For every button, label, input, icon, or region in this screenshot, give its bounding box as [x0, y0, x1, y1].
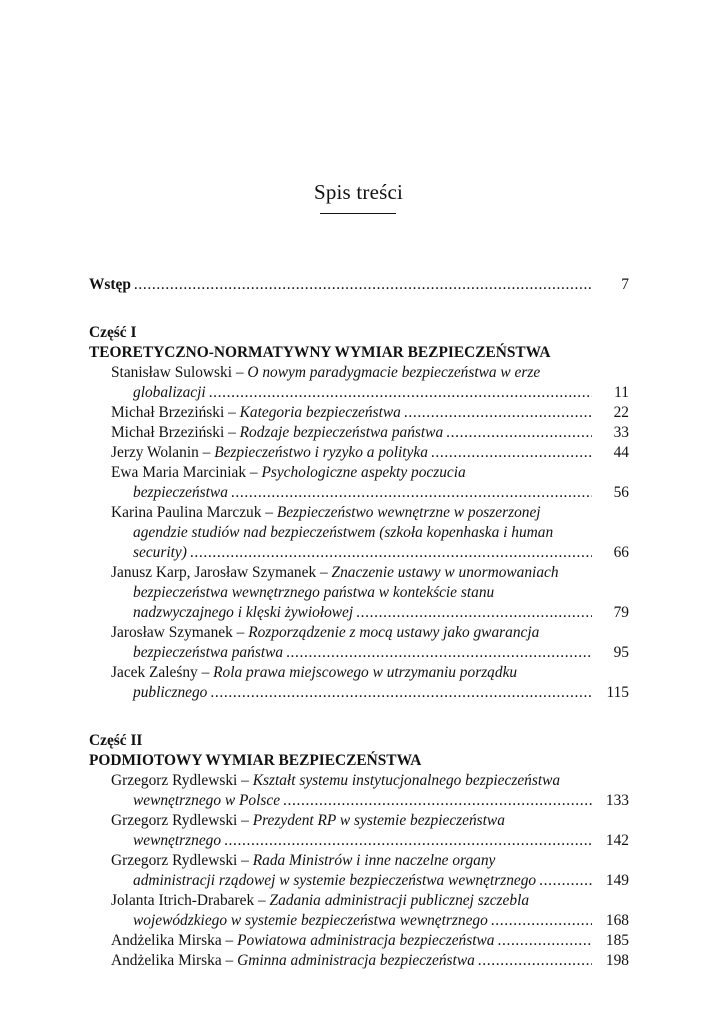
leader-dots	[210, 683, 592, 703]
toc-entry-line[interactable]	[89, 811, 629, 831]
toc-entry-author: Stanisław Sulowski –	[111, 364, 248, 381]
toc-entry-line[interactable]	[89, 643, 629, 663]
leader-dots	[231, 483, 592, 503]
toc-entry-line[interactable]	[89, 663, 629, 683]
part-label: Część II	[89, 732, 143, 749]
toc-entry-page: 115	[606, 684, 629, 701]
toc-entry-author: Jerzy Wolanin –	[111, 444, 215, 461]
toc-entry-author: Janusz Karp, Jarosław Szymanek –	[111, 564, 332, 581]
toc-entry-title: bezpieczeństwa państwa	[133, 644, 284, 661]
table-of-contents	[89, 275, 629, 971]
toc-entry-page: 133	[605, 792, 629, 809]
toc-entry-title: Powiatowa administracja bezpieczeństwa	[237, 932, 495, 949]
toc-entry-title: Psychologiczne aspekty poczucia	[261, 464, 466, 481]
toc-entry-line[interactable]	[89, 911, 629, 931]
toc-entry[interactable]	[89, 931, 629, 951]
title-underline	[320, 213, 396, 214]
toc-entry-line[interactable]	[89, 771, 629, 791]
toc-entry-author: Andżelika Mirska –	[111, 932, 238, 949]
toc-entry[interactable]	[89, 403, 629, 423]
toc-entry-title: bezpieczeństwa	[133, 484, 228, 501]
leader-dots	[478, 951, 592, 971]
toc-entry-title: administracji rządowej w systemie bezpieczeństwa wewnętrznego	[133, 872, 537, 889]
toc-entry-author: Ewa Maria Marciniak –	[111, 464, 262, 481]
toc-entry-author: Andżelika Mirska –	[111, 952, 238, 969]
toc-entry-line[interactable]: bezpieczeństwa wewnętrznego państwa w kontekście stanu	[133, 584, 495, 601]
toc-entry-title: O nowym paradygmacie bezpieczeństwa w erze	[247, 364, 541, 381]
toc-entry-line[interactable]: agendzie studiów nad bezpieczeństwem (szkoła kopenhaska i human	[133, 524, 554, 541]
toc-entry-title: Znaczenie ustawy w unormowaniach	[331, 564, 559, 581]
toc-entry-line[interactable]	[89, 891, 629, 911]
leader-dots	[134, 275, 592, 295]
toc-entry-line[interactable]	[89, 871, 629, 891]
toc-entry-page: 95	[613, 644, 629, 661]
page-title: Spis treści	[313, 180, 404, 204]
leader-dots	[539, 871, 592, 891]
toc-entry-title: wojewódzkiego w systemie bezpieczeństwa wewnętrznego	[133, 912, 488, 929]
toc-entry-page: 33	[613, 424, 629, 441]
toc-entry-author: Jarosław Szymanek –	[111, 624, 249, 641]
toc-entry-title: Bezpieczeństwo i ryzyko a polityka	[214, 444, 428, 461]
toc-entry-page: 7	[621, 276, 629, 293]
toc-entry-title: wewnętrznego	[133, 832, 222, 849]
toc-entry-title: Bezpieczeństwo wewnętrzne w poszerzonej	[276, 504, 541, 521]
toc-entry-line[interactable]	[89, 851, 629, 871]
toc-entry-line[interactable]	[89, 683, 629, 703]
toc-entry-title: Kategoria bezpieczeństwa	[239, 404, 401, 421]
toc-entry-line[interactable]	[89, 831, 629, 851]
toc-entry-page: 198	[605, 952, 629, 969]
part-label: Część I	[89, 324, 137, 341]
toc-entry-title: Wstęp	[89, 276, 131, 293]
leader-dots	[404, 403, 592, 423]
toc-entry-page: 142	[605, 832, 629, 849]
toc-entry-line[interactable]	[89, 623, 629, 643]
toc-entry-line[interactable]	[89, 363, 629, 383]
toc-entry-title: Rola prawa miejscowego w utrzymaniu porządku	[213, 664, 518, 681]
toc-entry-title: Rada Ministrów i inne naczelne organy	[252, 852, 496, 869]
leader-dots	[283, 791, 592, 811]
toc-entry-page: 185	[605, 932, 629, 949]
toc-entry-intro[interactable]	[89, 275, 629, 295]
leader-dots	[497, 931, 592, 951]
toc-entry-title: Rodzaje bezpieczeństwa państwa	[239, 424, 444, 441]
toc-entry-title: Prezydent RP w systemie bezpieczeństwa	[252, 812, 505, 829]
toc-entry-page: 11	[614, 384, 629, 401]
toc-entry-author: Jacek Zaleśny –	[111, 664, 214, 681]
toc-entry-page: 168	[605, 912, 629, 929]
toc-entry-title: publicznego	[133, 684, 208, 701]
toc-entry-line[interactable]	[89, 791, 629, 811]
leader-dots	[190, 543, 592, 563]
leader-dots	[431, 443, 592, 463]
part-heading: PODMIOTOWY WYMIAR BEZPIECZEŃSTWA	[89, 752, 422, 769]
toc-entry[interactable]	[89, 951, 629, 971]
toc-entry-page: 79	[613, 604, 629, 621]
leader-dots	[356, 603, 592, 623]
toc-entry-line[interactable]	[89, 483, 629, 503]
toc-entry-title: Gminna administracja bezpieczeństwa	[237, 952, 475, 969]
toc-entry-title: nadzwyczajnego i klęski żywiołowej	[133, 604, 354, 621]
toc-entry-line[interactable]	[89, 503, 629, 523]
toc-entry-line[interactable]	[89, 563, 629, 583]
toc-entry-page: 56	[613, 484, 629, 501]
toc-entry-author: Grzegorz Rydlewski –	[111, 852, 253, 869]
leader-dots	[209, 383, 592, 403]
leader-dots	[286, 643, 592, 663]
leader-dots	[224, 831, 592, 851]
toc-entry-title: Zadania administracji publicznej szczebla	[269, 892, 530, 909]
toc-entry-line[interactable]	[89, 383, 629, 403]
toc-entry[interactable]	[89, 443, 629, 463]
toc-entry-author: Michał Brzeziński –	[111, 404, 240, 421]
toc-entry-author: Michał Brzeziński –	[111, 424, 240, 441]
toc-entry-author: Grzegorz Rydlewski –	[111, 812, 253, 829]
toc-entry-author: Jolanta Itrich-Drabarek –	[111, 892, 270, 909]
toc-entry-line[interactable]	[89, 603, 629, 623]
toc-entry-author: Grzegorz Rydlewski –	[111, 772, 253, 789]
toc-entry-line[interactable]	[89, 463, 629, 483]
toc-entry[interactable]	[89, 423, 629, 443]
leader-dots	[446, 423, 592, 443]
part-heading: TEORETYCZNO-NORMATYWNY WYMIAR BEZPIECZEŃSTWA	[89, 344, 551, 361]
toc-entry-page: 66	[613, 544, 629, 561]
toc-entry-title: globalizacji	[133, 384, 206, 401]
toc-entry-title: Rozporządzenie z mocą ustawy jako gwarancja	[248, 624, 540, 641]
toc-entry-title: wewnętrznego w Polsce	[133, 792, 281, 809]
toc-entry-page: 149	[605, 872, 629, 889]
toc-entry-page: 44	[613, 444, 629, 461]
toc-entry-title: security)	[133, 544, 187, 561]
toc-entry-line[interactable]	[89, 543, 629, 563]
leader-dots	[491, 911, 592, 931]
toc-entry-page: 22	[613, 404, 629, 421]
toc-entry-title: Kształt systemu instytucjonalnego bezpieczeństwa	[252, 772, 561, 789]
toc-entry-author: Karina Paulina Marczuk –	[111, 504, 277, 521]
